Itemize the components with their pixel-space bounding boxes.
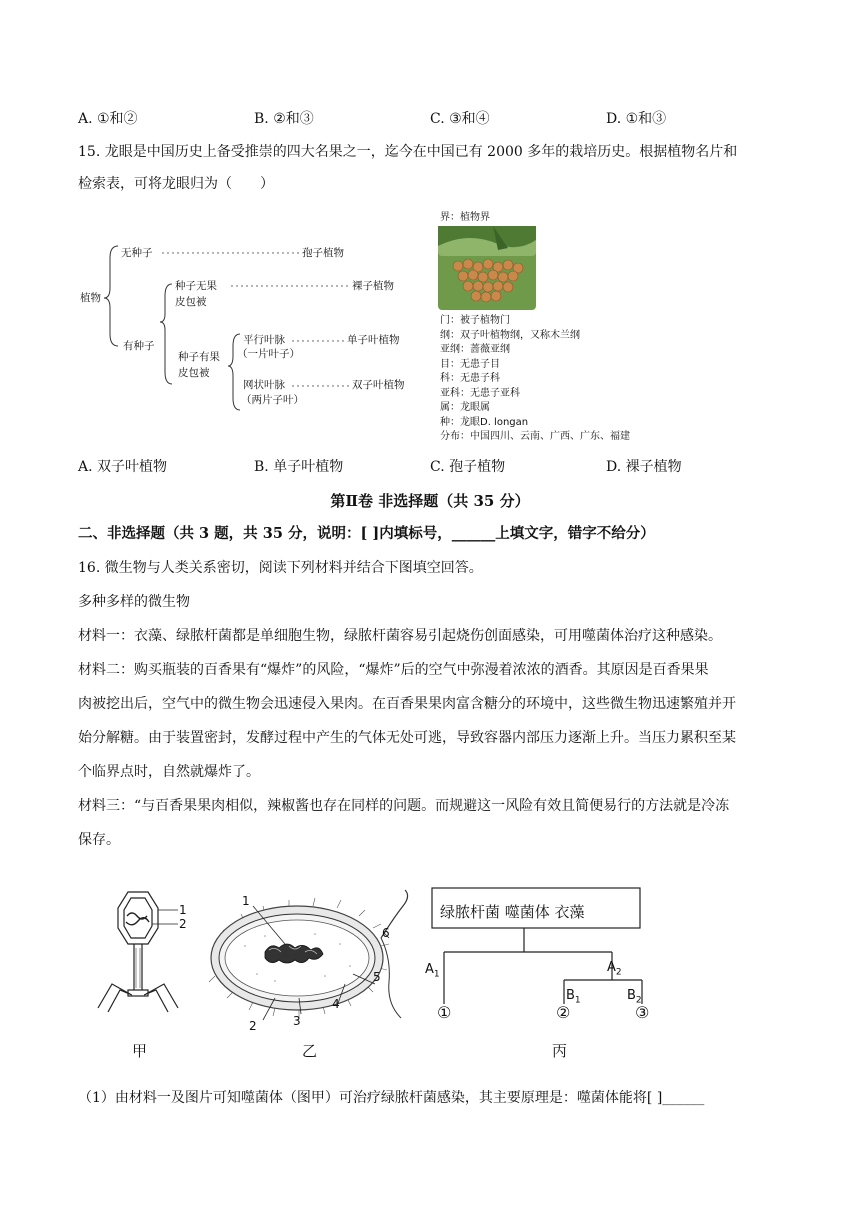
tree-top-box: 绿脓杆菌 噬菌体 衣藻 xyxy=(440,903,585,921)
key-no-peel-2: 皮包被 xyxy=(175,296,207,308)
q16-material-2-line3: 始分解糖。由于装置密封，发酵过程中产生的气体无处可逃，导致容器内部压力逐渐上升。当压力累积至某 xyxy=(78,730,736,746)
figure-bing-caption: 丙 xyxy=(552,1042,568,1060)
card-line-0: 门：被子植物门 xyxy=(440,315,510,326)
q15-option-d: D. 裸子植物 xyxy=(606,459,682,475)
bacterium-label-6: 6 xyxy=(382,926,390,940)
tree-node-b2: $B_2$ xyxy=(627,988,642,1006)
key-brackets xyxy=(0,0,860,460)
q14-option-a: A. ①和② xyxy=(78,111,138,127)
key-root-label: 植物 xyxy=(80,292,101,304)
bacterium-label-2: 2 xyxy=(249,1019,257,1033)
card-line-8: 分布：中国四川、云南、广西、广东、福建 xyxy=(440,431,630,442)
card-line-2: 亚纲：蔷薇亚纲 xyxy=(440,344,510,355)
q16-material-3-line1: 材料三：“与百香果果肉相似，辣椒酱也存在同样的问题。而规避这一风险有效且简便易行的方法就是冷冻 xyxy=(78,798,730,814)
tree-node-a1: $A_1$ xyxy=(425,962,440,980)
key-parallel-1: 平行叶脉 xyxy=(243,334,285,346)
volume-title: 第Ⅱ卷 非选择题（共 35 分） xyxy=(330,492,530,510)
card-line-5: 亚科：无患子亚科 xyxy=(440,387,520,399)
phage-label-2: 2 xyxy=(179,917,187,931)
card-kingdom: 界：植物界 xyxy=(440,212,490,223)
card-line-1: 纲：双子叶植物纲，又称木兰纲 xyxy=(440,329,580,341)
q16-material-2-line2: 肉被挖出后，空气中的微生物会迅速侵入果肉。在百香果果肉富含糖分的环境中，这些微生物迅速繁殖并开 xyxy=(78,696,736,712)
longan-photo xyxy=(438,226,536,310)
card-line-7: 种：龙眼D. longan xyxy=(440,416,529,428)
key-gymnosperm: 裸子植物 xyxy=(352,280,394,292)
q16-material-1: 材料一：衣藻、绿脓杆菌都是单细胞生物，绿脓杆菌容易引起烧伤创面感染，可用噬菌体治疗这种感染。 xyxy=(78,628,722,644)
phage-label-1: 1 xyxy=(179,903,187,917)
figure-jia-caption: 甲 xyxy=(132,1042,148,1060)
q16-material-2-line1: 材料二：购买瓶装的百香果有“爆炸”的风险，“爆炸”后的空气中弥漫着浓浓的酒香。其原因是百香果果 xyxy=(78,662,709,678)
q15-option-c: C. 孢子植物 xyxy=(430,459,506,475)
figure-yi-caption: 乙 xyxy=(302,1042,318,1060)
key-no-seed: 无种子 xyxy=(121,247,153,259)
bacterium-label-3: 3 xyxy=(293,1014,301,1028)
q16-material-3-line2: 保存。 xyxy=(78,832,120,848)
bacterium-drawing xyxy=(205,886,415,1036)
q16-material-2-line4: 个临界点时，自然就爆炸了。 xyxy=(78,764,260,780)
key-net-1: 网状叶脉 xyxy=(243,379,285,391)
bacterium-label-4: 4 xyxy=(332,997,340,1011)
tree-leaf-1: ① xyxy=(437,1003,452,1022)
key-has-seed: 有种子 xyxy=(123,340,155,352)
key-dicot: 双子叶植物 xyxy=(352,379,405,391)
q15-stem-line1: 15. 龙眼是中国历史上备受推崇的四大名果之一，迄今在中国已有 2000 多年的栽培历史。根据植物名片和 xyxy=(78,144,738,160)
key-peel-2: 皮包被 xyxy=(178,367,210,379)
card-line-4: 科：无患子科 xyxy=(440,373,500,384)
tree-leaf-2: ② xyxy=(556,1003,571,1022)
key-spore-plant: 孢子植物 xyxy=(302,247,344,259)
section-heading: 二、非选择题（共 3 题，共 35 分，说明：[ ]内填标号，______上填文字，错字不给分） xyxy=(78,525,655,542)
key-monocot: 单子叶植物 xyxy=(347,334,400,346)
tree-leaf-3: ③ xyxy=(635,1003,650,1022)
key-no-peel-1: 种子无果 xyxy=(175,280,217,292)
q15-option-a: A. 双子叶植物 xyxy=(78,459,168,475)
bacterium-label-5: 5 xyxy=(373,970,381,984)
q14-option-b: B. ②和③ xyxy=(254,111,314,127)
tree-node-a2: $A_2$ xyxy=(607,960,622,978)
q14-option-d: D. ①和③ xyxy=(606,111,667,127)
q16-subtitle: 多种多样的微生物 xyxy=(78,594,190,610)
key-net-2: （两片子叶） xyxy=(241,394,304,406)
card-line-6: 属：龙眼属 xyxy=(440,402,490,413)
key-peel-1: 种子有果 xyxy=(178,351,220,363)
q15-stem-line2: 检索表，可将龙眼归为（ ） xyxy=(78,176,274,192)
q15-option-b: B. 单子叶植物 xyxy=(254,459,344,475)
key-parallel-2: （一片叶子） xyxy=(237,348,300,360)
q14-option-c: C. ③和④ xyxy=(430,111,490,127)
card-line-3: 目：无患子目 xyxy=(440,358,500,370)
q16-intro: 16. 微生物与人类关系密切，阅读下列材料并结合下图填空回答。 xyxy=(78,560,483,576)
bacterium-label-1: 1 xyxy=(242,894,250,908)
q16-subquestion-1: （1）由材料一及图片可知噬菌体（图甲）可治疗绿脓杆菌感染，其主要原理是：噬菌体能将[ ]______ xyxy=(78,1090,705,1106)
tree-node-b1: $B_1$ xyxy=(566,988,581,1006)
